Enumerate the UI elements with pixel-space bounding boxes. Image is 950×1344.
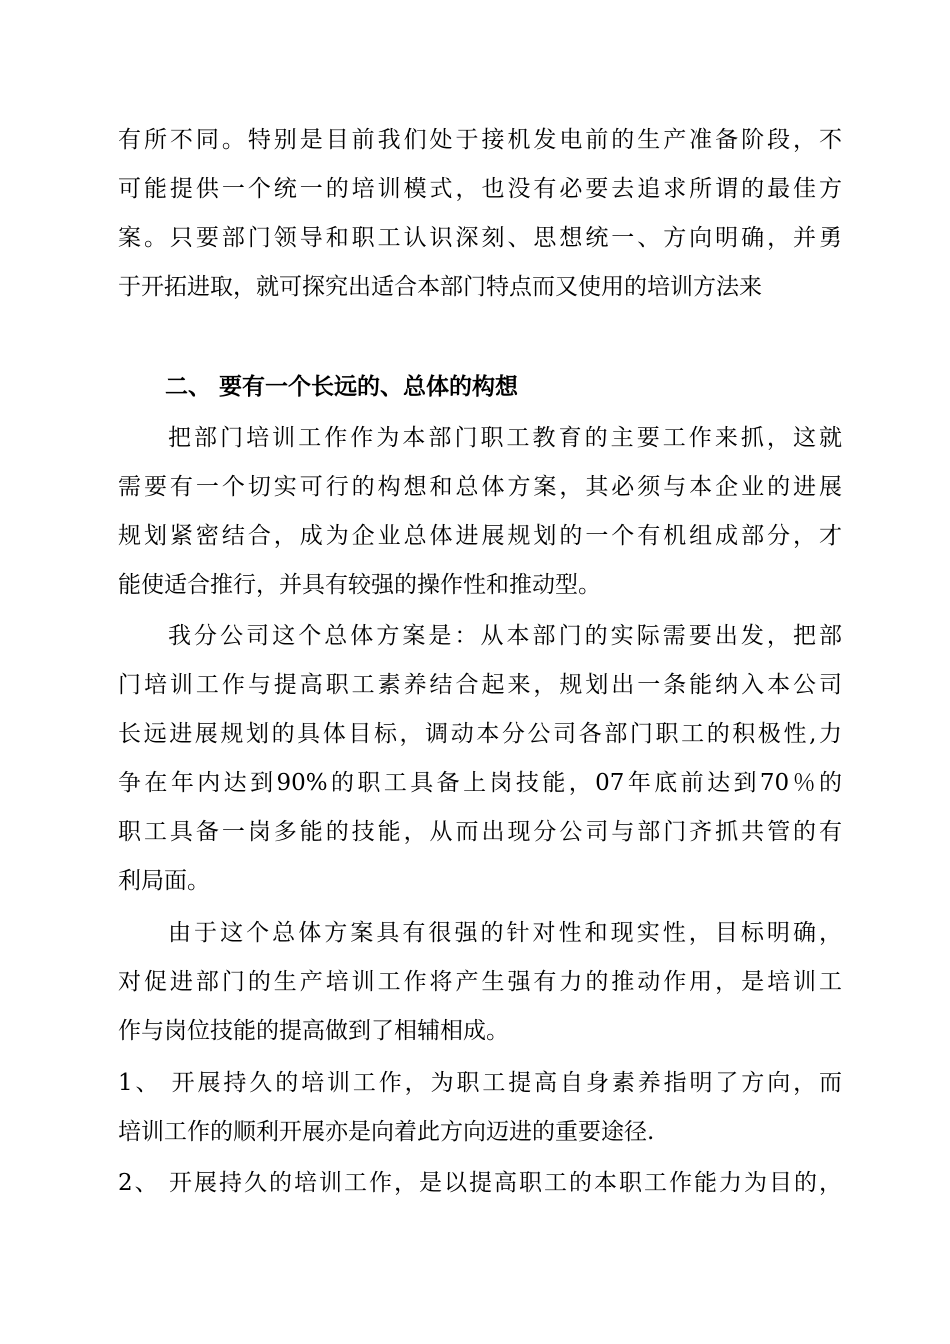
paragraph-line: 于开拓进取，就可探究出适合本部门特点而又使用的培训方法来 — [118, 274, 762, 300]
paragraph-line: 需要有一个切实可行的构想和总体方案，其必须与本企业的进展 — [118, 474, 842, 500]
paragraph-line: 我分公司这个总体方案是：从本部门的实际需要出发，把部 — [168, 623, 842, 649]
paragraph-line: 作与岗位技能的提高做到了相辅相成。 — [118, 1018, 509, 1044]
paragraph-line: 能使适合推行，并具有较强的操作性和推动型。 — [118, 572, 601, 598]
list-item-line: 2、 开展持久的培训工作，是以提高职工的本职工作能力为目的， — [118, 1170, 842, 1196]
paragraph-line: 争在年内达到90%的职工具备上岗技能，07年底前达到70％的 — [118, 770, 842, 796]
paragraph-line: 有所不同。特别是目前我们处于接机发电前的生产准备阶段，不 — [118, 127, 842, 153]
list-item-line: 1、 开展持久的培训工作，为职工提高自身素养指明了方向，而 — [118, 1070, 842, 1096]
list-item-line: 培训工作的顺利开展亦是向着此方向迈进的重要途径. — [118, 1119, 655, 1145]
paragraph-line: 由于这个总体方案具有很强的针对性和现实性，目标明确， — [168, 920, 842, 946]
paragraph-line: 门培训工作与提高职工素养结合起来，规划出一条能纳入本公司 — [118, 672, 842, 698]
paragraph-line: 案。只要部门领导和职工认识深刻、思想统一、方向明确，并勇 — [118, 225, 842, 251]
paragraph-line: 可能提供一个统一的培训模式，也没有必要去追求所谓的最佳方 — [118, 176, 842, 202]
paragraph-line: 规划紧密结合，成为企业总体进展规划的一个有机组成部分，才 — [118, 523, 842, 549]
paragraph-line: 利局面。 — [118, 868, 210, 894]
paragraph-line: 把部门培训工作作为本部门职工教育的主要工作来抓，这就 — [168, 425, 842, 451]
paragraph-line: 长远进展规划的具体目标，调动本分公司各部门职工的积极性,力 — [118, 721, 842, 747]
section-heading: 二、 要有一个长远的、总体的构想 — [165, 373, 519, 400]
paragraph-line: 职工具备一岗多能的技能，从而出现分公司与部门齐抓共管的有 — [118, 819, 842, 845]
paragraph-line: 对促进部门的生产培训工作将产生强有力的推动作用，是培训工 — [118, 969, 842, 995]
